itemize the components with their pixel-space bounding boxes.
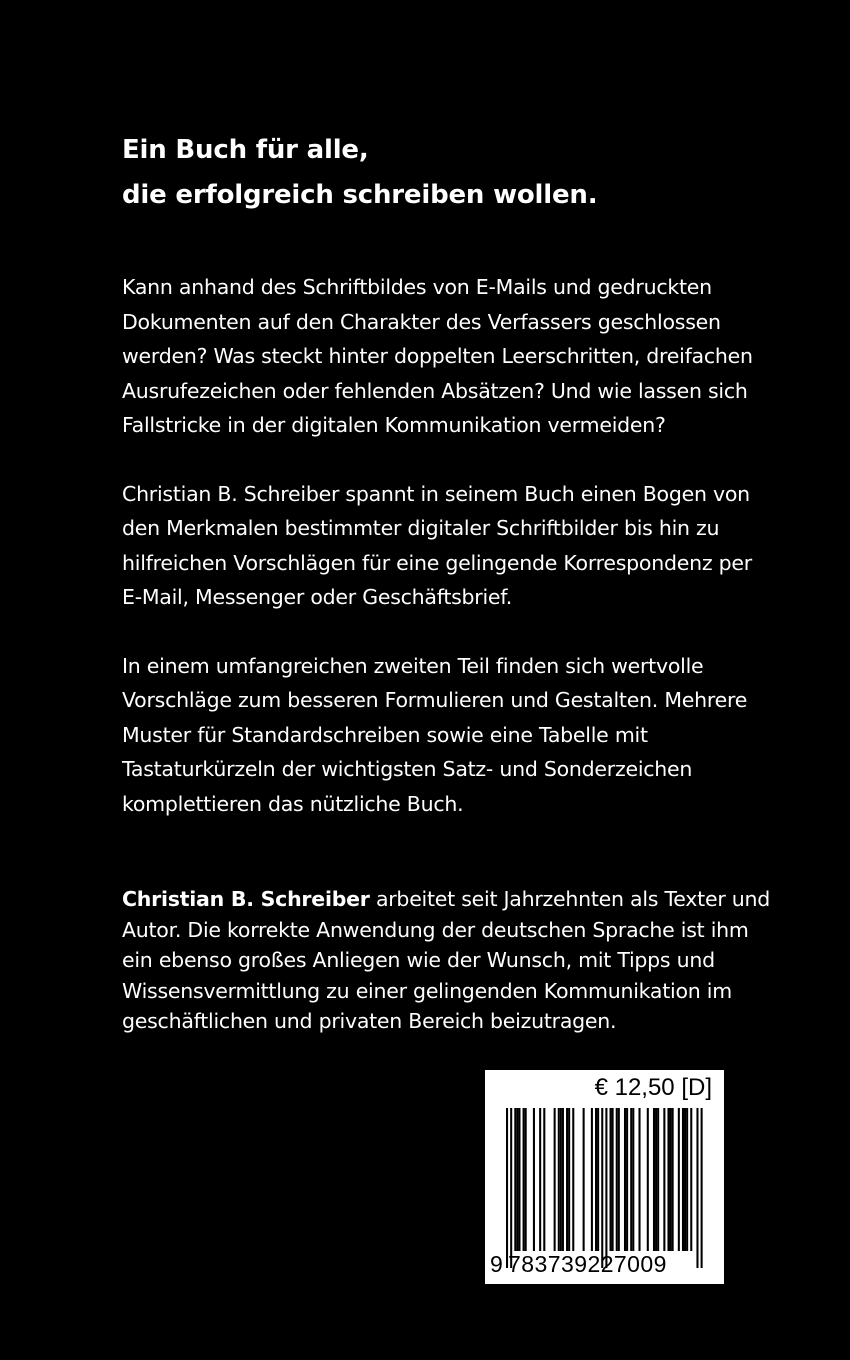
barcode-bar: [672, 1108, 674, 1251]
blurb-section: [122, 128, 782, 821]
text-line: Muster für Standardschreiben sowie eine Tabelle mit: [122, 722, 648, 747]
barcode-bar: [510, 1108, 512, 1268]
text-line: Tastaturkürzeln der wichtigsten Satz- und Sonderzeichen: [122, 757, 693, 781]
author-bio: [122, 884, 782, 1037]
barcode-bar: [632, 1108, 634, 1251]
barcode-bar: [690, 1108, 692, 1251]
barcode-bar: [638, 1108, 640, 1251]
text-line: Fallstricke in der digitalen Kommunikation vermeiden?: [122, 413, 666, 437]
barcode-bar: [667, 1108, 669, 1251]
text-line: komplettieren das nützliche Buch.: [122, 791, 464, 816]
price-label: € 12,50 [D]: [594, 1074, 712, 1101]
text-line: E-Mail, Messenger oder Geschäftsbrief.: [122, 585, 513, 609]
barcode-bar: [653, 1108, 655, 1251]
barcode-bar: [597, 1108, 599, 1251]
barcode-bar: [657, 1108, 659, 1251]
text-line: geschäftlichen und privaten Bereich beizutragen.: [122, 1009, 617, 1033]
barcode-bar: [566, 1108, 568, 1251]
blurb-paragraph-3: [122, 649, 782, 822]
barcode-bar: [562, 1108, 564, 1251]
barcode-bar: [610, 1108, 612, 1251]
barcode-bar: [701, 1108, 703, 1268]
barcode-bar: [601, 1108, 603, 1268]
barcode-bar: [647, 1108, 649, 1251]
barcode-bar: [686, 1108, 688, 1251]
barcode-bar: [696, 1108, 698, 1268]
barcode-bar: [518, 1108, 520, 1251]
barcode-bar: [591, 1108, 593, 1251]
barcode-bar: [612, 1108, 614, 1251]
text-line: hilfreichen Vorschlägen für eine gelingende Korrespondenz per: [122, 550, 752, 575]
barcode-bar: [568, 1108, 570, 1251]
barcode-bar: [525, 1108, 527, 1251]
barcode-bar: [626, 1108, 628, 1251]
headline: [122, 128, 782, 218]
text-line: den Merkmalen bestimmter digitaler Schriftbilder bis hin zu: [122, 516, 720, 540]
barcode-bar: [583, 1108, 585, 1251]
barcode-bar: [605, 1108, 607, 1268]
barcode-bar: [595, 1108, 597, 1251]
text-line: ein ebenso großes Anliegen wie der Wunsch, mit Tipps und: [122, 948, 715, 972]
text-line: Ausrufezeichen oder fehlenden Absätzen? Und wie lassen sich: [122, 378, 748, 403]
text-line: Christian B. Schreiber spannt in seinem Buch einen Bogen von: [122, 481, 750, 506]
barcode-bar: [523, 1108, 525, 1251]
barcode-bar: [663, 1108, 665, 1251]
barcode-bar: [554, 1108, 556, 1251]
barcode-bar: [618, 1108, 620, 1251]
author-name: Christian B. Schreiber: [122, 887, 370, 911]
isbn-digits: [485, 1251, 724, 1281]
headline-line-2: die erfolgreich schreiben wollen.: [122, 180, 598, 210]
barcode-bar: [514, 1108, 516, 1251]
text-line: In einem umfangreichen zweiten Teil finden sich wertvolle: [122, 653, 704, 678]
barcode-bar: [670, 1108, 672, 1251]
barcode-bar: [539, 1108, 541, 1251]
isbn-first-digit: 9: [490, 1251, 503, 1277]
barcode-bar: [516, 1108, 518, 1251]
barcode-bar: [506, 1108, 508, 1268]
bio-line-1-rest: arbeitet seit Jahrzehnten als Texter und: [369, 887, 771, 911]
barcode-bar: [533, 1108, 535, 1251]
barcode-bar: [684, 1108, 686, 1251]
barcode-bar: [682, 1108, 684, 1251]
blurb-paragraph-2: [122, 477, 782, 615]
barcode-label: [485, 1070, 724, 1284]
isbn-remaining-digits: 783739227009: [508, 1251, 667, 1277]
headline-line-1: Ein Buch für alle,: [122, 135, 369, 165]
barcode-bar: [624, 1108, 626, 1251]
barcode-bar: [630, 1108, 632, 1251]
text-line: Vorschläge zum besseren Formulieren und Gestalten. Mehrere: [122, 688, 748, 712]
text-line: werden? Was steckt hinter doppelten Leerschritten, dreifachen: [122, 344, 753, 368]
barcode-bar: [616, 1108, 618, 1251]
barcode-bar: [655, 1108, 657, 1251]
text-line: Dokumenten auf den Charakter des Verfassers geschlossen: [122, 309, 721, 334]
barcode-bar: [572, 1108, 574, 1251]
barcode-bar: [678, 1108, 680, 1251]
barcode-bar: [543, 1108, 545, 1251]
barcode-bar: [558, 1108, 560, 1251]
text-line: Kann anhand des Schriftbildes von E-Mails und gedruckten: [122, 275, 712, 299]
barcode-bar: [560, 1108, 562, 1251]
text-line: Wissensvermittlung zu einer gelingenden Kommunikation im: [122, 978, 732, 1003]
blurb-paragraph-1: [122, 270, 782, 443]
bio-line-1: [122, 884, 782, 915]
text-line: Autor. Die korrekte Anwendung der deutschen Sprache ist ihm: [122, 917, 749, 942]
